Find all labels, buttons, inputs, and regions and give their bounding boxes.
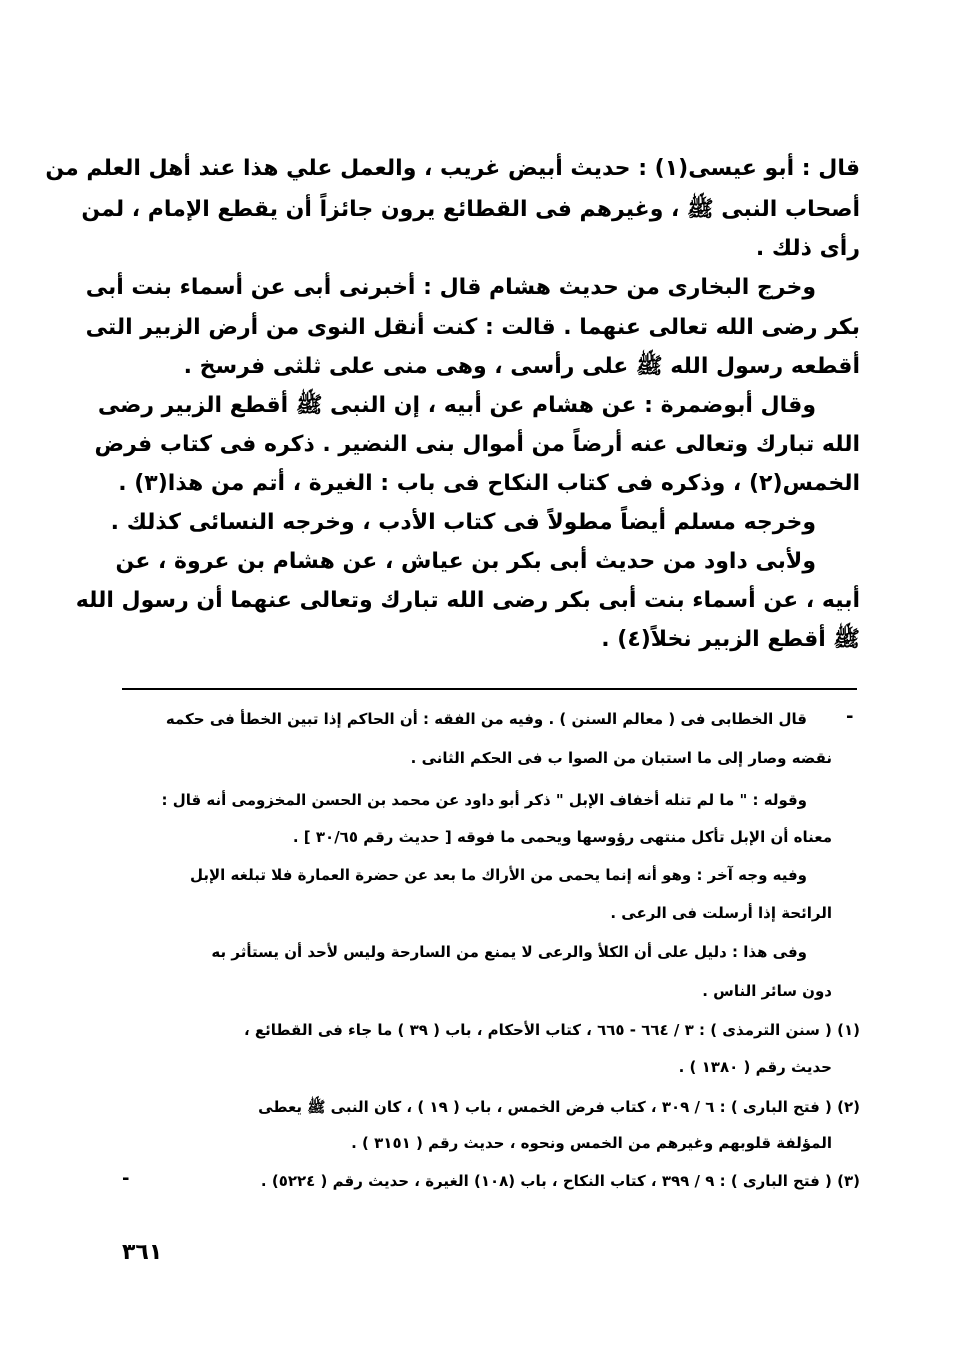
- main-line: بكر رضى الله تعالى عنهما . قالت : كنت أنقل النوى من أرض الزبير التى: [85, 315, 860, 340]
- footnote-line: المؤلفة قلوبهم وغيرهم من الخمس ونحوه ، حديث رقم ( ٣١٥١ ) .: [351, 1134, 832, 1152]
- footnote-line: الرائحة إذا أرسلت فى الرعى .: [610, 904, 832, 922]
- main-line: الله تبارك وتعالى عنه أرضاً من أموال بنى النضير . ذكره فى كتاب فرض: [94, 432, 860, 457]
- footnote-line: (٢) ( فتح البارى ) : ٦ / ٣٠٩ ، كتاب فرض الخمس ، باب ( ١٩ ) ، كان النبى ﷺ يعطى: [258, 1098, 860, 1116]
- footnote-line: وفيه وجه آخر : وهو أنه إنما يحمى من الأراك ما بعد عن حضرة العمارة فلا تبلغه الإبل: [189, 866, 807, 884]
- main-line: قال : أبو عيسى(١) : حديث أبيض غريب ، والعمل علي هذا عند أهل العلم من: [45, 156, 860, 181]
- page-number: ٣٦١: [122, 1240, 163, 1265]
- main-line: وخرجه مسلم أيضاً مطولاً فى كتاب الأدب ، وخرجه النسائى كذلك .: [110, 510, 816, 535]
- footnote-line: وفى هذا : دليل على أن الكلأ والرعى لا يمنع من السارحة وليس لأحد أن يستأثر به: [211, 943, 807, 961]
- main-line: أقطعه رسول الله ﷺ على رأسى ، وهى منى على ثلثى فرسخ .: [183, 354, 860, 379]
- main-line: وخرج البخارى من حديث هشام قال : أخبرنى أبى عن أسماء بنت أبى: [85, 275, 816, 300]
- main-line: الخمس(٢) ، وذكره فى كتاب النكاح فى باب : الغيرة ، أتم من هذا(٣) .: [118, 471, 860, 496]
- footnote-line: وقوله : " ما لم تنله أخفاف الإبل " ذكر أبو داود عن محمد بن الحسن المخزومى أنه قال :: [161, 791, 807, 809]
- main-line: ﷺ أقطع الزبير نخلاً(٤) .: [601, 627, 860, 652]
- main-line: رأى ذلك .: [755, 236, 860, 261]
- main-line: وقال أبوضمرة : عن هشام عن أبيه ، إن النبى ﷺ أقطع الزبير رضى: [97, 393, 816, 418]
- main-line: ولأبى داود من حديث أبى بكر بن عياش ، عن هشام بن عروة ، عن: [115, 549, 816, 574]
- footnote-line: نقضه وصار إلى ما استبان من الصوا ب فى الحكم الثانى .: [410, 749, 832, 767]
- footnote-line: (١) ( سنن الترمذى ) : ٣ / ٦٦٤ - ٦٦٥ ، كتاب الأحكام ، باب ( ٣٩ ) ما جاء فى القطائع ،: [243, 1021, 860, 1039]
- main-line: أبيه ، عن أسماء بنت أبى بكر رضى الله تبارك وتعالى عنهما أن رسول الله: [75, 588, 860, 613]
- footnote-separator: [122, 688, 857, 690]
- footnote-line: قال الخطابى فى ( معالم السنن ) . وفيه من الفقه : أن الحاكم إذا تبين الخطأ فى حكمه: [165, 710, 807, 728]
- footnote-line: حديث رقم ( ١٣٨٠ ) .: [678, 1058, 832, 1076]
- footnote-dash-mark: -: [846, 706, 854, 727]
- footnote-dash-mark: -: [122, 1168, 130, 1189]
- footnote-line: دون سائر الناس .: [702, 982, 832, 1000]
- main-line: أصحاب النبى ﷺ ، وغيرهم فى القطائع يرون جائزاً أن يقطع الإمام ، لمن: [81, 197, 860, 222]
- footnote-line: (٣) ( فتح البارى ) : ٩ / ٣٩٩ ، كتاب النكاح ، باب (١٠٨) الغيرة ، حديث رقم ( ٥٢٢٤) .: [260, 1172, 860, 1190]
- footnote-line: معناه أن الإبل تأكل منتهى رؤوسها ويحمى ما فوقه [ حديث رقم ٣٠/٦٥ ] .: [292, 828, 832, 846]
